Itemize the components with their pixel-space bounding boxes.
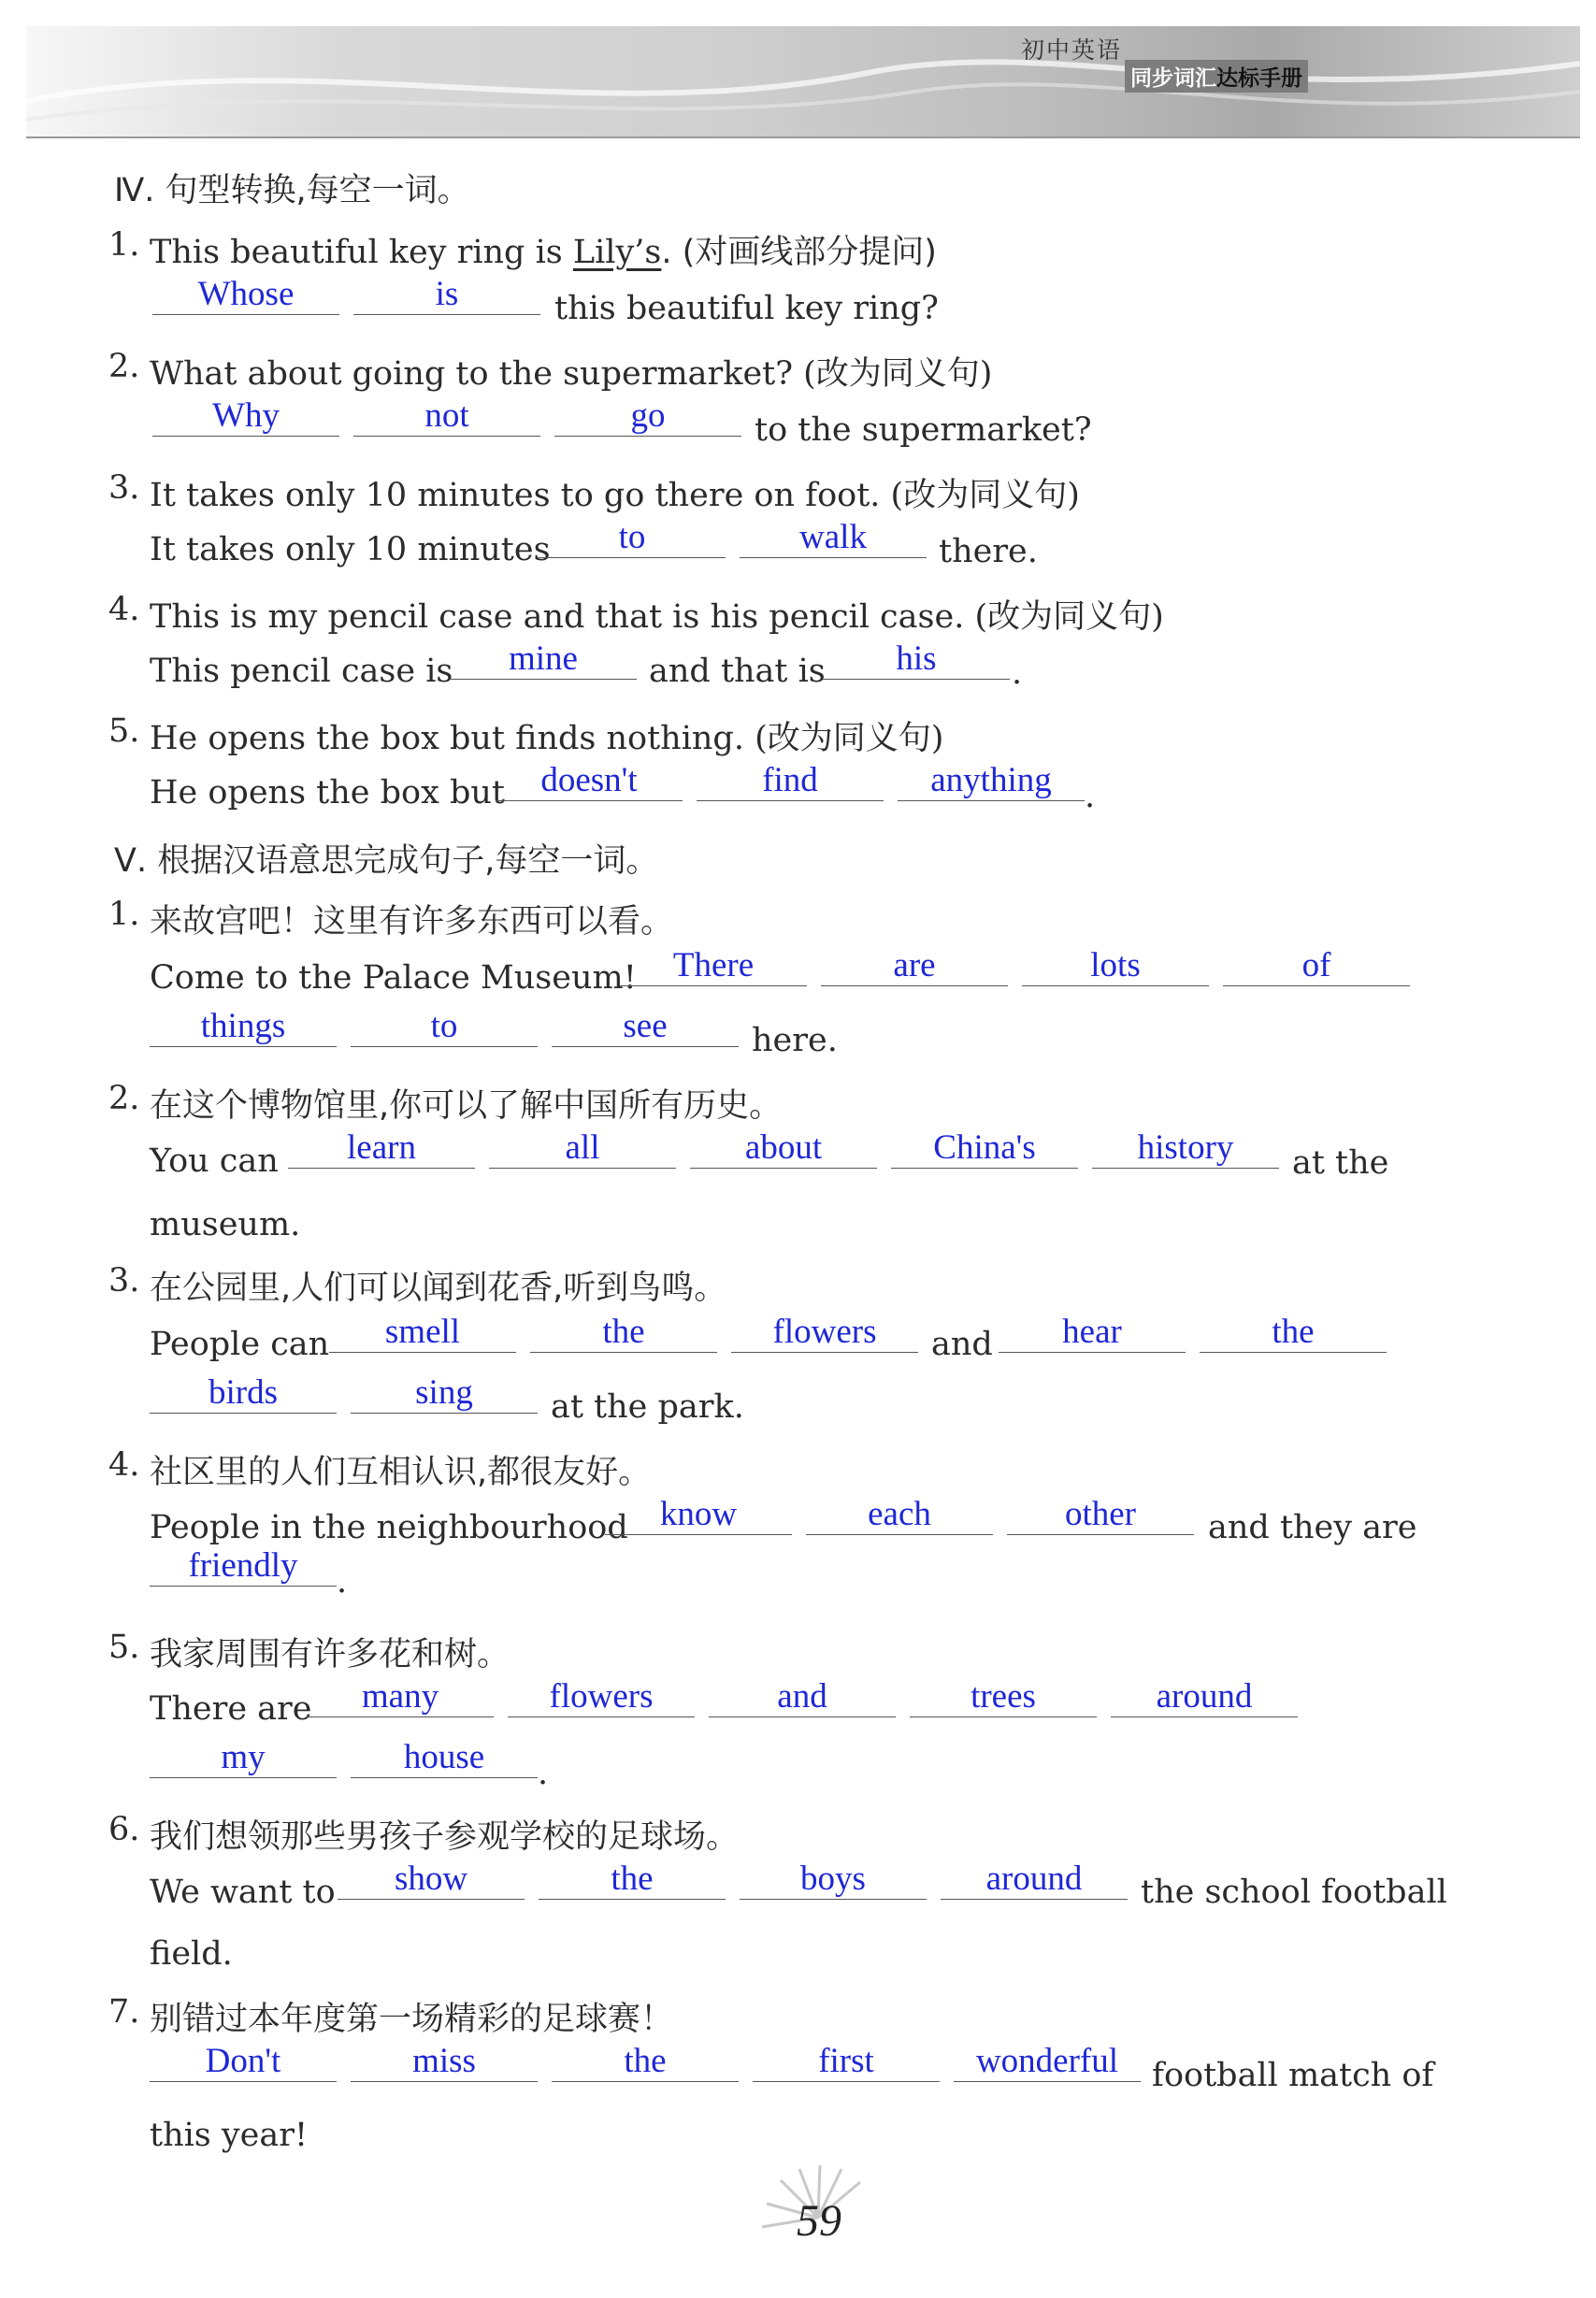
- s5-q7-blank-5[interactable]: wonderful: [954, 2047, 1141, 2082]
- s5-q5-blank-3[interactable]: and: [709, 1683, 896, 1717]
- s4-q4-blank-1[interactable]: mine: [450, 645, 637, 680]
- s4-q5-blank-1[interactable]: doesn't: [496, 767, 683, 801]
- s4-q2-number: 2.: [108, 348, 140, 385]
- s4-q4-lead: This pencil case is: [150, 653, 453, 690]
- s5-q4-number: 4.: [108, 1446, 140, 1484]
- s5-q4-blank-3[interactable]: other: [1007, 1501, 1194, 1535]
- s4-q2-tail: to the supermarket?: [755, 411, 1092, 449]
- s5-q7-number: 7.: [108, 1993, 140, 2031]
- s5-q6-blank-1[interactable]: show: [338, 1865, 525, 1900]
- s5-q4-tail: .: [337, 1563, 348, 1601]
- s5-q7-blank-1[interactable]: Don't: [150, 2047, 337, 2082]
- s5-q5-lead: There are: [150, 1690, 312, 1728]
- s4-q3-lead: It takes only 10 minutes: [150, 531, 551, 568]
- s5-q5-blank-5[interactable]: around: [1111, 1683, 1298, 1717]
- s5-q6-number: 6.: [108, 1811, 140, 1848]
- s5-q3-blank-4[interactable]: hear: [999, 1318, 1186, 1353]
- s4-q5-question: He opens the box but finds nothing. (改为同义句): [150, 720, 944, 757]
- s5-q5-number: 5.: [108, 1629, 140, 1666]
- s5-q7-blank-2[interactable]: miss: [351, 2047, 538, 2082]
- s5-q1-blank-4[interactable]: of: [1223, 952, 1410, 986]
- s5-q3-blank-2[interactable]: the: [530, 1318, 717, 1353]
- s5-q2-lead: You can: [150, 1142, 279, 1180]
- s4-q3-number: 3.: [108, 469, 140, 507]
- s5-q4-blank-1[interactable]: know: [605, 1501, 792, 1535]
- s4-q2-blank-1[interactable]: Why: [152, 402, 339, 437]
- s4-q2-blank-2[interactable]: not: [353, 402, 540, 437]
- s5-q4-lead: People in the neighbourhood: [150, 1509, 628, 1546]
- s5-q2-tail-2: museum.: [150, 1206, 301, 1243]
- s5-q5-chinese: 我家周围有许多花和树。: [150, 1636, 510, 1673]
- s4-q3-question: It takes only 10 minutes to go there on foot. (改为同义句): [150, 477, 1080, 514]
- s4-q5-lead: He opens the box but: [150, 774, 505, 811]
- s5-q3-blank-7[interactable]: sing: [351, 1379, 538, 1414]
- s5-q2-blank-5[interactable]: history: [1092, 1134, 1279, 1169]
- header-banner: [26, 26, 1580, 138]
- s4-q3-blank-2[interactable]: walk: [740, 524, 927, 558]
- s4-q3-tail: there.: [939, 533, 1038, 570]
- s4-q1-number: 1.: [108, 226, 140, 264]
- s5-q2-number: 2.: [108, 1080, 140, 1117]
- s5-q4-mid: and they are: [1208, 1509, 1417, 1546]
- s5-q1-blank-1[interactable]: There: [620, 952, 807, 986]
- s4-q4-question: This is my pencil case and that is his pencil case. (改为同义句): [150, 598, 1164, 636]
- s4-q5-number: 5.: [108, 712, 140, 750]
- section-5-title: Ⅴ. 根据汉语意思完成句子,每空一词。: [114, 842, 659, 880]
- s4-q5-blank-3[interactable]: anything: [898, 767, 1085, 801]
- s4-q5-tail: .: [1085, 778, 1096, 815]
- s5-q7-chinese: 别错过本年度第一场精彩的足球赛！: [150, 2001, 674, 2038]
- s5-q5-blank-6[interactable]: my: [150, 1744, 337, 1778]
- s5-q6-blank-3[interactable]: boys: [740, 1865, 927, 1900]
- s5-q2-tail: at the: [1292, 1144, 1389, 1182]
- s5-q3-tail: at the park.: [551, 1388, 744, 1426]
- s5-q6-chinese: 我们想领那些男孩子参观学校的足球场。: [150, 1818, 740, 1856]
- s4-q5-blank-2[interactable]: find: [697, 767, 884, 801]
- s5-q3-number: 3.: [108, 1262, 140, 1300]
- s4-q2-blank-3[interactable]: go: [554, 402, 741, 437]
- header-swirl-decoration: [26, 26, 1580, 136]
- s5-q1-lead: Come to the Palace Museum!: [150, 959, 637, 997]
- book-subject: 初中英语: [1021, 36, 1123, 64]
- s5-q2-blank-2[interactable]: all: [489, 1134, 676, 1169]
- s5-q1-blank-7[interactable]: see: [552, 1013, 739, 1047]
- s5-q3-blank-1[interactable]: smell: [329, 1318, 516, 1353]
- s5-q1-number: 1.: [108, 896, 140, 933]
- book-title: [1125, 60, 1308, 93]
- s5-q7-tail: football match of: [1152, 2057, 1434, 2094]
- s4-q1-blank-2[interactable]: is: [353, 280, 540, 315]
- s5-q3-blank-6[interactable]: birds: [150, 1379, 337, 1414]
- s5-q3-chinese: 在公园里,人们可以闻到花香,听到鸟鸣。: [150, 1270, 727, 1307]
- s4-q4-blank-2[interactable]: his: [823, 645, 1010, 680]
- s5-q1-tail: here.: [752, 1022, 838, 1059]
- s4-q1-tail: this beautiful key ring?: [554, 290, 939, 327]
- s5-q4-blank-2[interactable]: each: [806, 1501, 993, 1535]
- s5-q4-blank-4[interactable]: friendly: [150, 1552, 337, 1587]
- s5-q6-tail-2: field.: [150, 1935, 233, 1973]
- s4-q4-number: 4.: [108, 591, 140, 628]
- s4-q1-instruction: . (对画线部分提问): [661, 234, 937, 271]
- s5-q5-blank-4[interactable]: trees: [910, 1683, 1097, 1717]
- s5-q7-tail-2: this year!: [150, 2117, 309, 2154]
- s4-q1-underlined: Lily’s: [572, 234, 662, 271]
- s4-q1-question: [150, 226, 937, 273]
- s5-q1-chinese: 来故宫吧！这里有许多东西可以看。: [150, 903, 674, 941]
- s5-q6-blank-2[interactable]: the: [539, 1865, 726, 1900]
- s5-q2-blank-1[interactable]: learn: [288, 1134, 475, 1169]
- s4-q1-text: This beautiful key ring is: [150, 234, 573, 271]
- s5-q1-blank-6[interactable]: to: [351, 1013, 538, 1047]
- page-number: 59: [797, 2196, 841, 2246]
- s4-q4-mid: and that is: [649, 653, 826, 690]
- s5-q3-mid: and: [931, 1326, 993, 1363]
- s5-q1-blank-2[interactable]: are: [821, 952, 1008, 986]
- s4-q3-blank-1[interactable]: to: [539, 524, 726, 558]
- s5-q7-blank-4[interactable]: first: [753, 2047, 940, 2082]
- book-title-part-b: 达标手册: [1216, 66, 1302, 91]
- s5-q2-blank-4[interactable]: China's: [891, 1134, 1078, 1169]
- s5-q6-lead: We want to: [150, 1874, 336, 1911]
- s5-q5-tail: .: [538, 1755, 549, 1792]
- s5-q5-blank-7[interactable]: house: [351, 1744, 538, 1778]
- s5-q5-blank-2[interactable]: flowers: [508, 1683, 695, 1717]
- s4-q4-tail: .: [1012, 654, 1023, 692]
- s4-q2-question: What about going to the supermarket? (改为同义句): [150, 355, 993, 393]
- s5-q3-blank-5[interactable]: the: [1200, 1318, 1387, 1353]
- s5-q5-blank-1[interactable]: many: [307, 1683, 494, 1717]
- s5-q3-lead: People can: [150, 1326, 330, 1363]
- s5-q7-blank-3[interactable]: the: [552, 2047, 739, 2082]
- s5-q1-blank-3[interactable]: lots: [1022, 952, 1209, 986]
- s5-q6-tail: the school football: [1141, 1874, 1447, 1911]
- s5-q4-chinese: 社区里的人们互相认识,都很友好。: [150, 1454, 652, 1491]
- s5-q6-blank-4[interactable]: around: [941, 1865, 1128, 1900]
- s4-q1-blank-1[interactable]: Whose: [152, 280, 339, 315]
- s5-q3-blank-3[interactable]: flowers: [731, 1318, 918, 1353]
- book-title-part-a: 同步词汇: [1130, 66, 1216, 91]
- s5-q2-blank-3[interactable]: about: [690, 1134, 877, 1169]
- s5-q1-blank-5[interactable]: things: [150, 1013, 337, 1047]
- s5-q2-chinese: 在这个博物馆里,你可以了解中国所有历史。: [150, 1087, 783, 1125]
- section-4-title: Ⅳ. 句型转换,每空一词。: [114, 172, 470, 209]
